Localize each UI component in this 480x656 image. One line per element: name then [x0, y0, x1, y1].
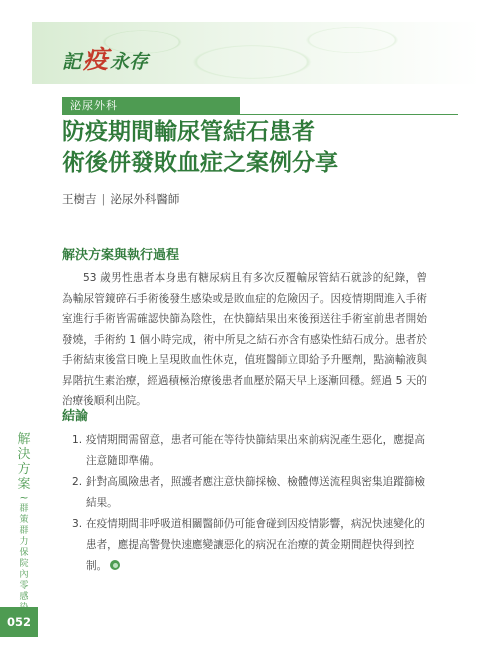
conclusion-text: 疫情期間需留意，患者可能在等待快篩結果出來前病況產生惡化，應提高注意隨即準備。	[86, 434, 425, 467]
article-title	[62, 116, 462, 178]
conclusion-list	[62, 430, 425, 577]
side-chapter-label	[14, 432, 34, 614]
category-tag: 泌尿外科	[62, 97, 240, 114]
side-label-small-char: 策	[19, 515, 29, 525]
side-label-small-char: 群	[19, 526, 29, 536]
side-label-small-char: 零	[19, 581, 29, 591]
conclusion-item	[62, 514, 425, 577]
article-title-line-2: 術後併發敗血症之案例分享	[62, 149, 338, 176]
banner-title	[62, 40, 149, 74]
banner-char-1: 記	[62, 51, 82, 73]
conclusion-heading: 結論	[62, 409, 89, 424]
conclusion-number: 2.	[72, 476, 83, 488]
conclusion-number: 1.	[72, 434, 83, 446]
solution-body: 53 歲男性患者本身患有糖尿病且有多次反覆輸尿管結石就診的紀錄，曾為輸尿管鏡碎石手術後發生感染或是敗血症的危險因子。因疫情期間進入手術室進行手術皆需確認快篩為陰性，在快篩結果出來後預送往手術室前患者開始發燒，手術約 1 個小時完成，術中所見之結石亦含有感染性結石成分。患者於手術結束後當日晚上呈現敗血性休克，值班醫師立即給予升壓劑，點滴輸液與昇階抗生素治療，經過積極治療後患者血壓於隔天早上逐漸回穩。經過 5 天的治療後順利出院。	[62, 272, 427, 407]
author-separator: |	[101, 192, 106, 206]
conclusion-text: 針對高風險患者，照護者應注意快篩採檢、檢體傳送流程與密集追蹤篩檢結果。	[86, 476, 425, 509]
author-role: 泌尿外科醫師	[110, 192, 180, 206]
end-mark-icon	[110, 560, 120, 570]
author-name: 王樹吉	[62, 192, 97, 206]
side-label-small-char: 內	[19, 570, 29, 580]
side-label-small-char: 力	[19, 537, 29, 547]
side-label-small-char: 群	[19, 504, 29, 514]
author-line	[62, 191, 179, 207]
banner-char-2: 疫	[83, 45, 109, 74]
banner-char-3: 永存	[110, 51, 149, 73]
conclusion-number: 3.	[72, 518, 83, 530]
article-title-line-1: 防疫期間輸尿管結石患者	[62, 118, 315, 145]
side-label-char: 案	[17, 477, 31, 492]
side-label-char: 解	[17, 432, 31, 447]
side-label-small-char: 保	[19, 548, 29, 558]
page-number: 052	[0, 607, 38, 637]
conclusion-item	[62, 472, 425, 514]
solution-heading: 解決方案與執行過程	[62, 248, 180, 263]
side-label-small-char: 感	[19, 592, 29, 602]
conclusion-item	[62, 430, 425, 472]
side-label-char: 決	[17, 447, 31, 462]
side-label-char: 方	[17, 462, 31, 477]
conclusion-text: 在疫情期間非呼吸道相關醫師仍可能會碰到因疫情影響，病況快速變化的患者，應提高警覺快速應變讓惡化的病況在治療的黃金期間趕快得到控制。	[86, 518, 425, 572]
category-divider	[62, 114, 458, 115]
side-label-tilde: ~	[19, 491, 29, 504]
side-label-small-char: 院	[19, 559, 29, 569]
